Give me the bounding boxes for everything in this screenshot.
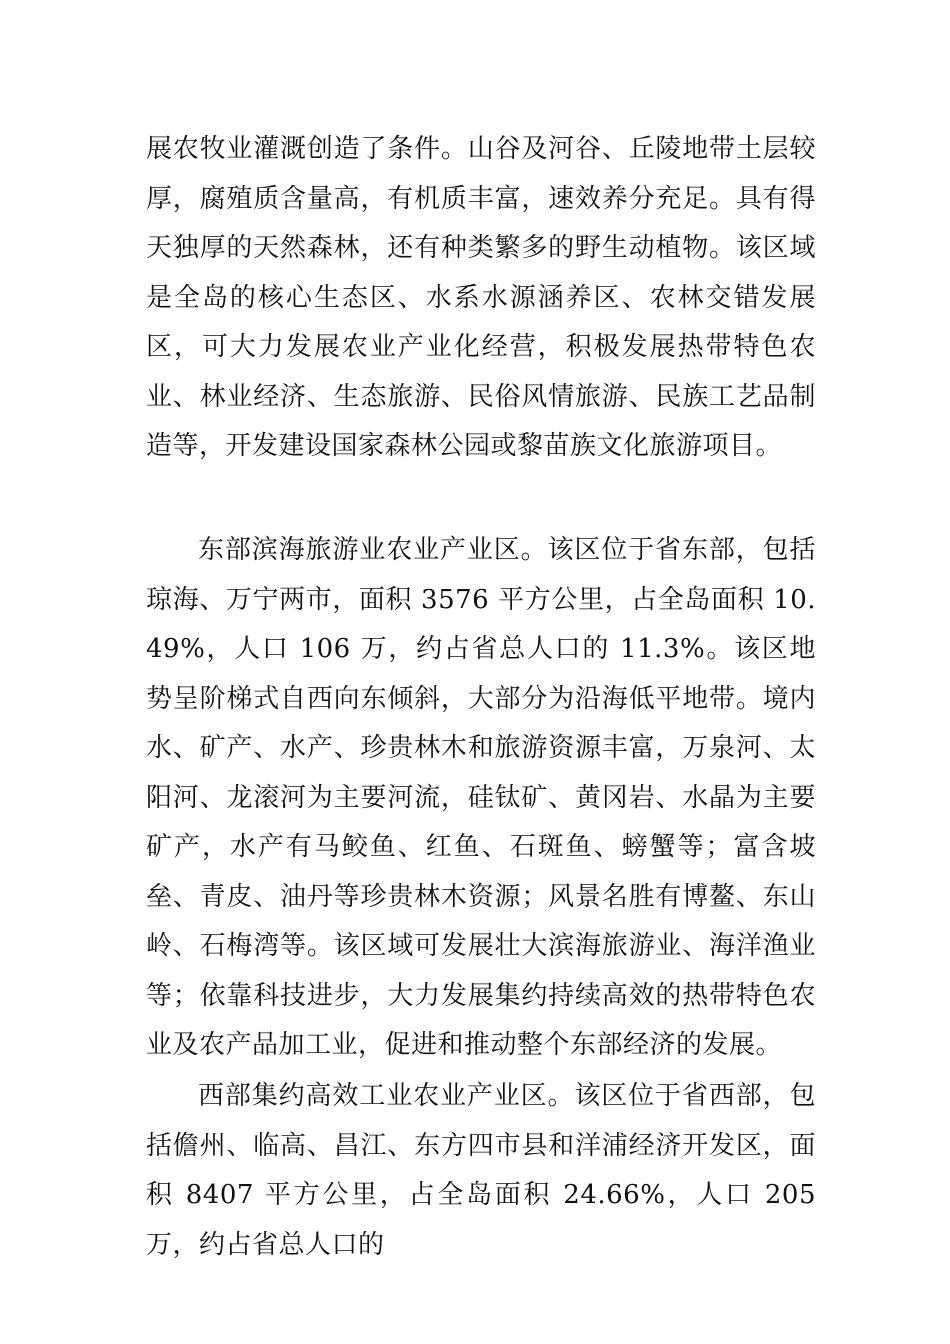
paragraph-continuation (146, 125, 816, 472)
paragraph-eastern-region (146, 526, 816, 1071)
paragraph-text: 展农牧业灌溉创造了条件。山谷及河谷、丘陵地带土层较厚，腐殖质含量高，有机质丰富，速效养分充足。具有得天独厚的天然森林，还有种类繁多的野生动植物。该区域是全岛的核心生态区、水系水源涵养区、农林交错发展区，可大力发展农业产业化经营，积极发展热带特色农业、林业经济、生态旅游、民俗风情旅游、民族工艺品制造等，开发建设国家森林公园或黎苗族文化旅游项目。 (146, 134, 816, 461)
paragraph-text: 东部滨海旅游业农业产业区。该区位于省东部，包括琼海、万宁两市，面积 3576 平方公里，占全岛面积 10.49%，人口 106 万，约占省总人口的 11.3%。该区地势呈阶梯式自西向东倾斜，大部分为沿海低平地带。境内水、矿产、水产、珍贵林木和旅游资源丰富，万泉河、太阳河、龙滚河为主要河流，硅钛矿、黄冈岩、水晶为主要矿产，水产有马鲛鱼、红鱼、石斑鱼、螃蟹等；富含坡垒、青皮、油丹等珍贵林木资源；风景名胜有博鳌、东山岭、石梅湾等。该区域可发展壮大滨海旅游业、海洋渔业等；依靠科技进步，大力发展集约持续高效的热带特色农业及农产品加工业，促进和推动整个东部经济的发展。 (146, 535, 816, 1060)
paragraph-western-region (146, 1072, 816, 1270)
paragraph-text: 西部集约高效工业农业产业区。该区位于省西部，包括儋州、临高、昌江、东方四市县和洋浦经济开发区，面积 8407 平方公里，占全岛面积 24.66%，人口 205 万，约占省总人口的 (146, 1081, 816, 1260)
